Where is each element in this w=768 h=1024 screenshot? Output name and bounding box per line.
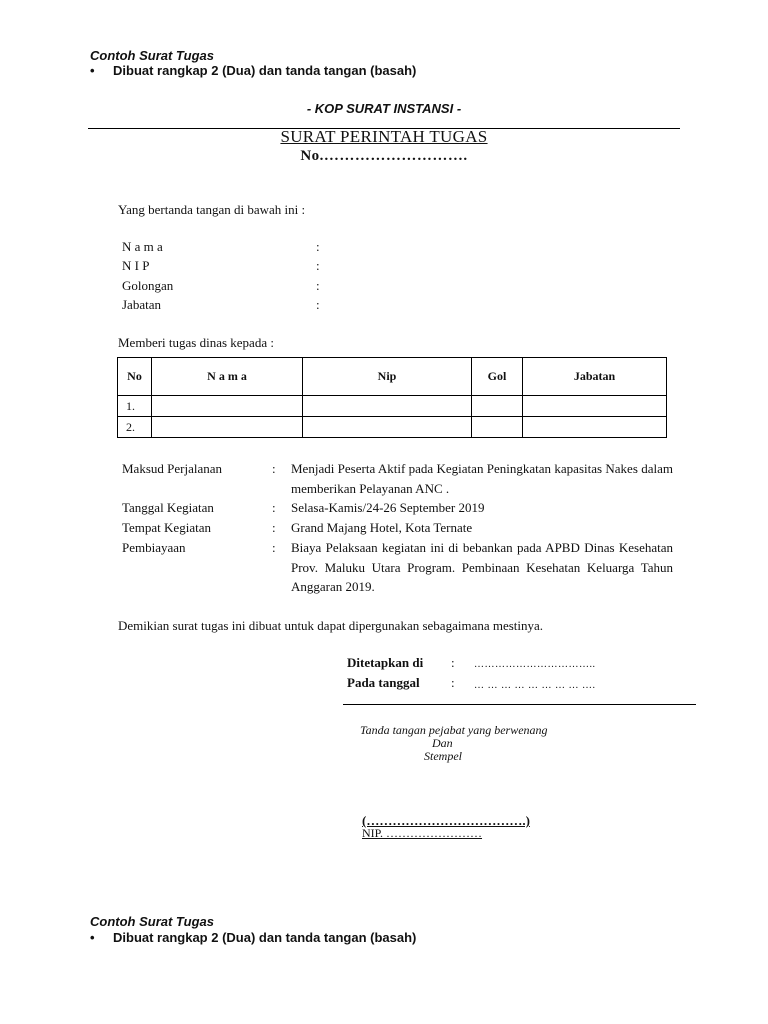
- cell-no: 1.: [118, 396, 152, 417]
- cell-jabatan: [523, 417, 667, 438]
- header-bullet-text: Dibuat rangkap 2 (Dua) dan tanda tangan (basah): [113, 63, 417, 78]
- signer-name-label: N a m a: [122, 239, 163, 254]
- col-header-jabatan: Jabatan: [523, 358, 667, 396]
- signer-jabatan-colon: :: [316, 297, 320, 312]
- detail-colon-tanggal: :: [272, 500, 276, 515]
- kop-surat: - KOP SURAT INSTANSI -: [306, 101, 462, 116]
- detail-label-tanggal: Tanggal Kegiatan: [122, 500, 214, 515]
- cell-nip: [303, 417, 472, 438]
- detail-label-tempat: Tempat Kegiatan: [122, 520, 211, 535]
- detail-colon-pembiayaan: :: [272, 540, 276, 555]
- place-value: ……………………………..: [474, 659, 596, 670]
- col-header-nip: Nip: [303, 358, 472, 396]
- detail-value-pembiayaan: Biaya Pelaksaan kegiatan ini di bebankan pada APBD Dinas Kesehatan Prov. Maluku Utara Program. Pembinaan Kesehatan Keluarga Tahun Anggaran 2019.: [291, 540, 673, 594]
- signer-golongan-label: Golongan: [122, 278, 174, 293]
- signer-jabatan-label: Jabatan: [122, 297, 161, 312]
- detail-colon-maksud: :: [272, 461, 276, 476]
- date-value: … … … … … … … … ….: [474, 680, 596, 691]
- cell-nama: [152, 396, 303, 417]
- place-colon: :: [451, 655, 455, 670]
- detail-value-maksud: Menjadi Peserta Aktif pada Kegiatan Peningkatan kapasitas Nakes dalam memberikan Pelayanan ANC .: [291, 461, 673, 496]
- col-header-nama: N a m a: [152, 358, 303, 396]
- detail-label-pembiayaan: Pembiayaan: [122, 540, 186, 555]
- signer-nip-colon: :: [316, 258, 320, 273]
- col-header-gol: Gol: [472, 358, 523, 396]
- cell-gol: [472, 417, 523, 438]
- closing-text: Demikian surat tugas ini dibuat untuk dapat dipergunakan sebagaimana mestinya.: [118, 618, 544, 633]
- detail-value-tanggal: Selasa-Kamis/24-26 September 2019: [291, 500, 485, 515]
- signer-nip-label: N I P: [122, 258, 150, 273]
- cell-nip: [303, 396, 472, 417]
- signature-divider: [343, 704, 696, 705]
- signature-note-line2: Dan: [432, 736, 453, 750]
- signatory-nip: NIP. ……………………: [362, 826, 483, 840]
- col-header-no: No: [118, 358, 152, 396]
- cell-jabatan: [523, 396, 667, 417]
- header-title: Contoh Surat Tugas: [90, 48, 214, 63]
- footer-bullet-text: Dibuat rangkap 2 (Dua) dan tanda tangan (basah): [113, 930, 417, 945]
- signature-note-line3: Stempel: [424, 749, 462, 763]
- signature-note-line1: Tanda tangan pejabat yang berwenang: [360, 723, 548, 737]
- table-row: [118, 417, 667, 438]
- signatory-name: (……………………………….): [362, 813, 530, 828]
- cell-nama: [152, 417, 303, 438]
- cell-no: 2.: [118, 417, 152, 438]
- table-row: [118, 396, 667, 417]
- detail-colon-tempat: :: [272, 520, 276, 535]
- place-label: Ditetapkan di: [347, 655, 424, 670]
- assign-intro: Memberi tugas dinas kepada :: [118, 335, 274, 350]
- detail-label-maksud: Maksud Perjalanan: [122, 461, 223, 476]
- bullet-icon: •: [90, 63, 95, 78]
- cell-gol: [472, 396, 523, 417]
- signer-golongan-colon: :: [316, 278, 320, 293]
- document-title: SURAT PERINTAH TUGAS: [280, 127, 488, 146]
- date-label: Pada tanggal: [347, 675, 420, 690]
- table-header-row: [118, 358, 667, 396]
- signer-intro: Yang bertanda tangan di bawah ini :: [118, 202, 306, 217]
- detail-value-tempat: Grand Majang Hotel, Kota Ternate: [291, 520, 473, 535]
- date-colon: :: [451, 675, 455, 690]
- footer-title: Contoh Surat Tugas: [90, 914, 214, 929]
- document-number: No.……………………….: [300, 148, 468, 164]
- signer-name-colon: :: [316, 239, 320, 254]
- footer-bullet-icon: •: [90, 930, 95, 945]
- assignee-table: [117, 357, 667, 438]
